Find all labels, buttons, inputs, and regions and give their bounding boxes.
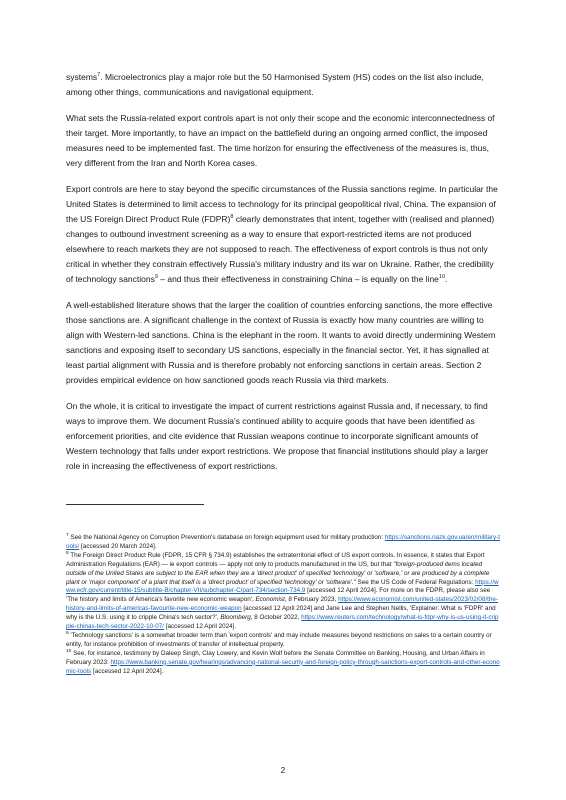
text: [accessed 12 April 2024]. For more on the FDPR, please also see 'The history and limits of America's favorite new economic weapon', [66,587,491,604]
publication-name: Bloomberg [220,614,251,622]
text: clearly demonstrates that intent, together with (realised and planned) changes to outbound investment screening as a way to ensure that export-restricted items are not produced elsewhere to reach markets they are not supposed to reach. The effectiveness of export controls is thus not only critical in whether they constrain effectively Russia's military industry and its war on Ukraine. Rather, the credibility of technology sanctions [66,214,495,284]
page-number: 2 [280,766,286,775]
footnote-number: 9 [66,630,69,636]
text: The Foreign Direct Product Rule (FDPR, 15 CFR § 734.9) establishes the extraterritorial effect of US export controls. In essence, it states that Export Administration Regulations (EAR) — ie export controls — apply not only to products manufactured in the US, but that [66,551,485,568]
text: [accessed 12 April 2024]. [164,623,237,631]
text: . [445,274,448,284]
footnote-link[interactable]: https://sanctions.nazk.gov.ua/en/military-tools/ [66,534,500,550]
footnote-separator [66,504,204,505]
footnote-ref-9[interactable]: 9 [154,274,158,281]
footnote-ref-7[interactable]: 7 [97,72,101,79]
body-text [66,70,500,485]
text: See, for instance, testimony by Daleep Singh, Clay Lowery, and Kevin Wolf before the Senate Committee on Banking, Housing, and Urban Affairs in February 2023: [66,649,485,666]
text: See the National Agency on Corruption Prevention's database on foreign equipment used for military production: [68,534,385,541]
text: [accessed 12 April 2024]. [91,667,164,675]
text: Export controls are here to stay beyond the specific circumstances of the Russia sanctions regime. In particular the United States is determined to limit access to technology for its principal geopolitical rival, China. The expansion of the US Foreign Direct Product Rule (FDPR) [66,184,498,224]
text: See the US Code of Federal Regulations: [355,578,476,586]
footnote-8 [66,552,500,632]
footnote-7 [66,534,500,552]
footnote-number: 10 [66,648,72,654]
footnote-link[interactable]: https://www.ecfr.gov/current/title-15/subtitle-B/chapter-VII/subchapter-C/part-734/section-734.9 [66,578,499,595]
text: , 8 October 2022, [250,614,302,622]
paragraph-5: On the whole, it is critical to investigate the impact of current restrictions against Russia and, if necessary, to find ways to improve them. We document Russia's continued ability to acquire goods that have been identified as enforcement priorities, and cite evidence that Russian weapons continue to incorporate significant amounts of Western technology that falls under export restrictions. We propose that financial institutions should play a larger role in increasing the effectiveness of export restrictions. [66,401,489,471]
footnote-9 [66,632,500,650]
publication-name: Economist [255,596,285,604]
text: . Microelectronics play a major role but the 50 Harmonised System (HS) codes on the list also include, among other things, communications and navigational equipment. [66,72,484,97]
footnotes [66,534,500,677]
quoted-definition: "foreign-produced items located outside of the United States are subject to the EAR when they are a 'direct product' of specified 'technology' or 'software,' or are produced by a complete plant or 'major component' of a plant that itself is a 'direct product' of specified 'technology' or 'software'." [66,560,490,586]
paragraph-4: A well-established literature shows that the larger the coalition of countries enforcing sanctions, the more effective those sanctions are. A significant challenge in the context of Russia is exactly how many countries are willing to align with Western-led sanctions. China is the elephant in the room. It wants to avoid directly undermining Western sanctions and exposing itself to secondary US sanctions, especially in the financial sector. Yet, it has signalled at least partial alignment with Russia and is therefore probably not enforcing sanctions in certain areas. Section 2 provides empirical evidence on how sanctioned goods reach Russia via third markets. [66,300,496,385]
paragraph-3 [66,182,500,287]
text: , 8 February 2023, [284,596,339,604]
footnote-link[interactable]: https://www.economist.com/united-states/2023/02/08/the-history-and-limits-of-americas-favourite-new-economic-weapon [66,596,499,613]
text: – and thus their effectiveness in constraining China – is equally on the line [157,274,439,284]
footnote-ref-10[interactable]: 10 [438,274,446,281]
footnote-number: 8 [66,550,69,556]
text: [accessed 12 April 2024] and Jane Lee and Stephen Nellis, 'Explainer: What is 'FDPR' and why is the U.S. using it to cripple China's tech sector?', [66,605,496,622]
footnote-10 [66,650,500,677]
footnote-link[interactable]: https://www.banking.senate.gov/hearings/advancing-national-security-and-foreign-policy-through-sanctions-export-controls-and-other-economic-tools [66,658,500,675]
footnote-link[interactable]: https://www.reuters.com/technology/what-is-fdpr-why-is-us-using-it-cripple-chinas-tech-sector-2022-10-07/ [66,614,499,631]
text: [accessed 20 March 2024]. [79,542,157,550]
paragraph-2: What sets the Russia-related export controls apart is not only their scope and the economic interconnectedness of their target. More importantly, to have an impact on the battlefield during an ongoing armed conflict, the imposed measures need to be implemented fast. The time horizon for ensuring the effectiveness of the measures is, thus, very different from the Iran and North Korea cases. [66,113,495,168]
footnote-ref-8[interactable]: 8 [230,214,234,221]
paragraph-1 [66,70,500,100]
footnote-number: 7 [66,532,69,538]
text: systems [66,72,98,82]
text: 'Technology sanctions' is a somewhat broader term than 'export controls' and may include measures beyond restrictions on sales to a certain country or entity, for instance prohibition of investments of transfer of intellectual property. [66,631,492,648]
